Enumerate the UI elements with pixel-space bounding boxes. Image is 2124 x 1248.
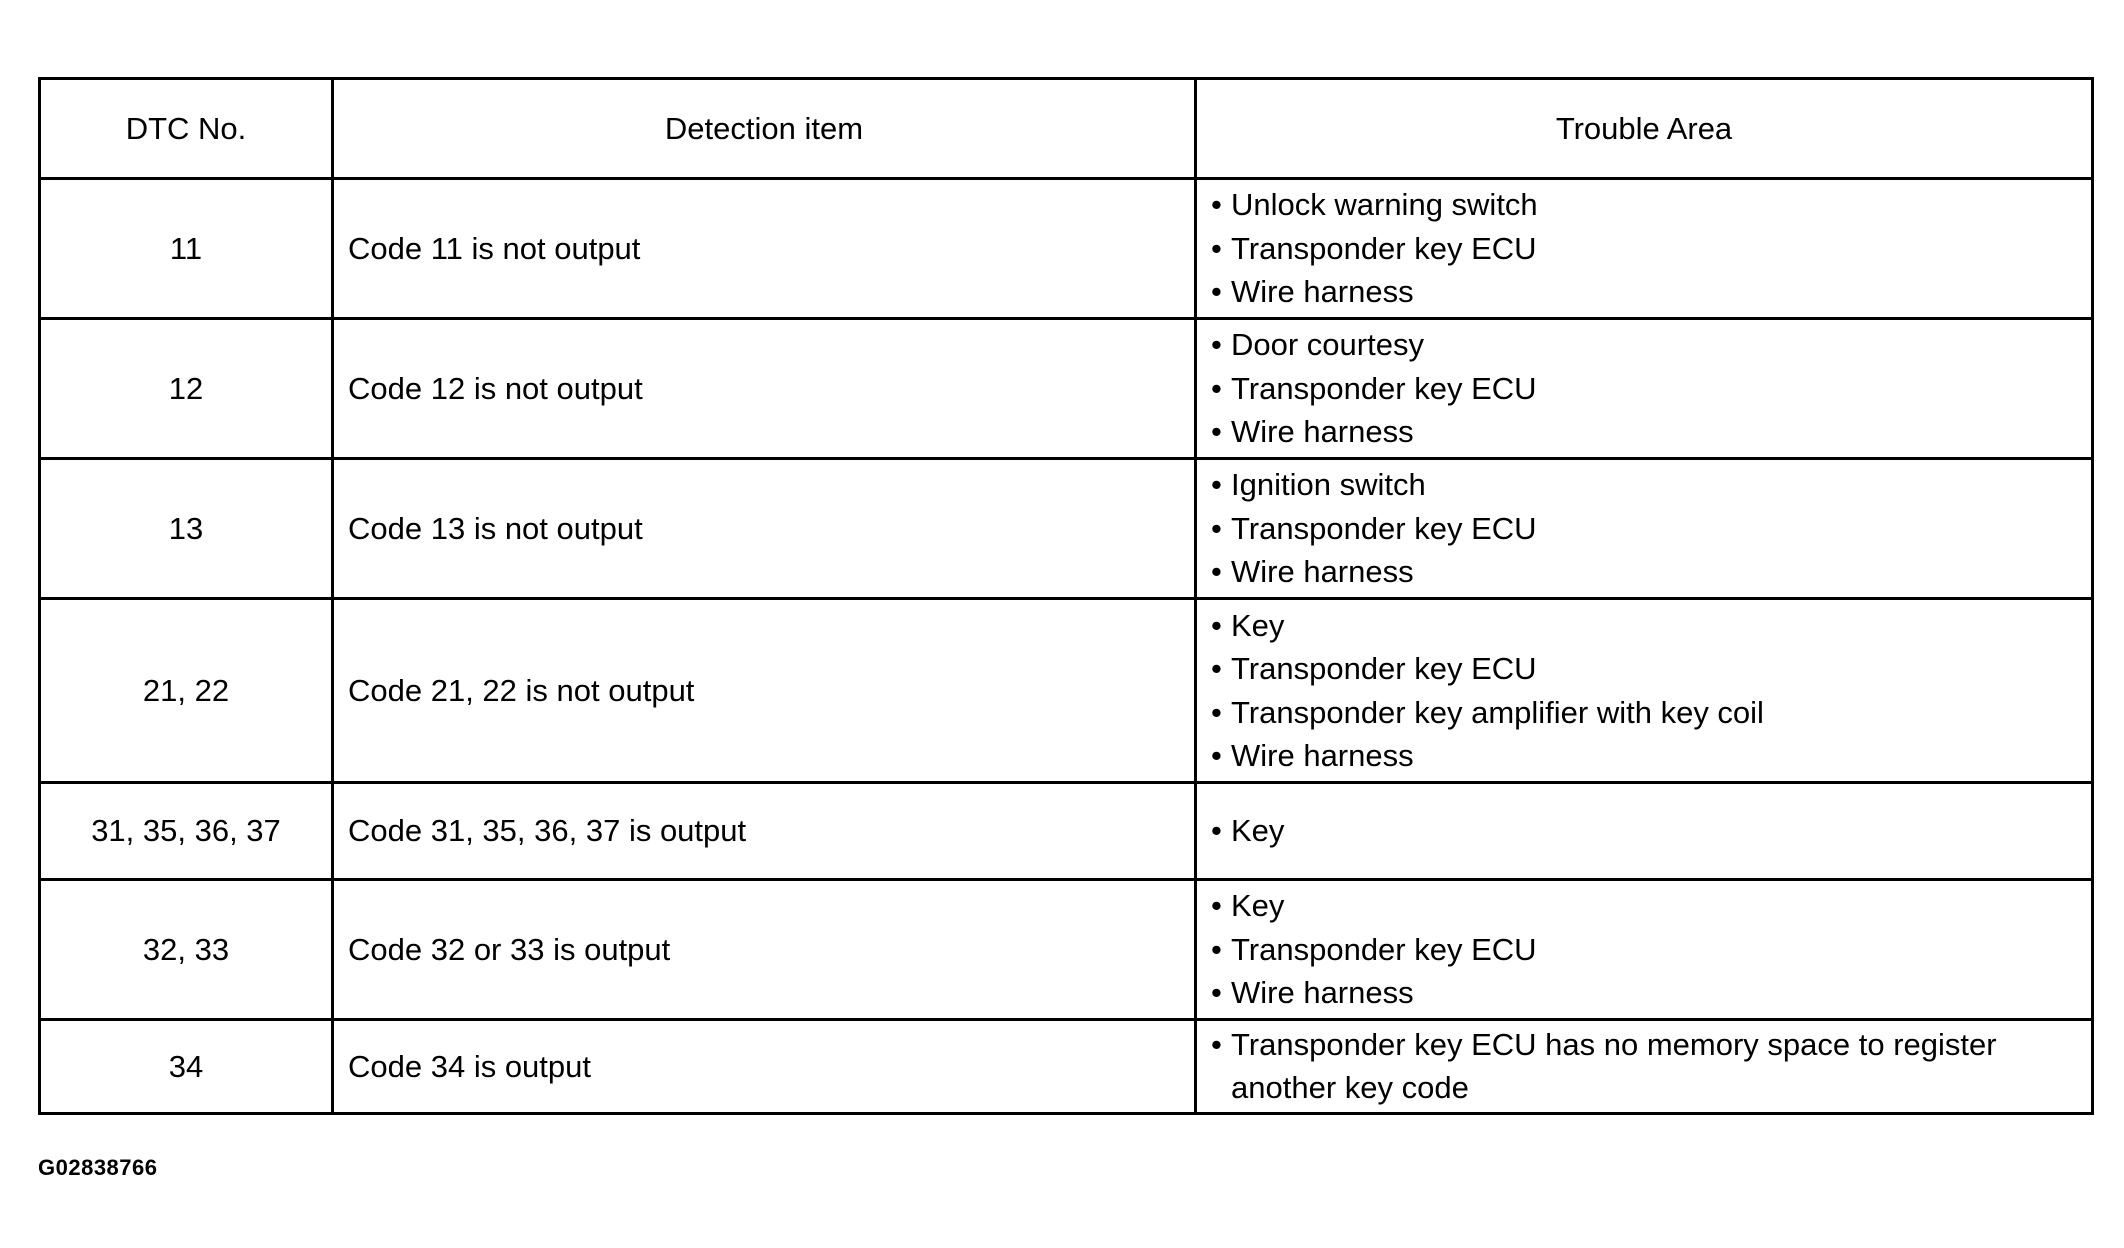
trouble-area-text: Key xyxy=(1231,813,1285,849)
table-row xyxy=(40,599,2093,783)
detection-item-cell: Code 34 is output xyxy=(333,1020,1196,1114)
table-row xyxy=(40,179,2093,319)
list-item xyxy=(1211,884,2081,927)
header-dtc-no: DTC No. xyxy=(40,79,333,179)
trouble-area-text: Transponder key ECU xyxy=(1231,230,1537,266)
bullet-icon: • xyxy=(1211,813,1222,849)
list-item xyxy=(1211,507,2081,550)
bullet-icon: • xyxy=(1211,187,1222,223)
trouble-area-cell xyxy=(1196,599,2093,783)
trouble-area-cell xyxy=(1196,783,2093,880)
trouble-area-text: Wire harness xyxy=(1231,274,1414,310)
trouble-area-text: Key xyxy=(1231,888,1285,924)
bullet-icon: • xyxy=(1211,607,1222,643)
trouble-area-text: Transponder key amplifier with key coil xyxy=(1231,694,1764,730)
bullet-icon: • xyxy=(1211,737,1222,773)
trouble-area-text: Transponder key ECU has no memory space to register another key code xyxy=(1231,1027,1997,1106)
trouble-area-list xyxy=(1211,463,2081,593)
list-item xyxy=(1211,647,2081,690)
table-row xyxy=(40,459,2093,599)
dtc-number-cell: 12 xyxy=(40,319,333,459)
detection-item-cell: Code 13 is not output xyxy=(333,459,1196,599)
bullet-icon: • xyxy=(1211,975,1222,1011)
list-item xyxy=(1211,1023,2081,1110)
dtc-number-cell: 32, 33 xyxy=(40,880,333,1020)
trouble-area-cell xyxy=(1196,179,2093,319)
list-item xyxy=(1211,323,2081,366)
bullet-icon: • xyxy=(1211,651,1222,687)
trouble-area-text: Transponder key ECU xyxy=(1231,510,1537,546)
trouble-area-list xyxy=(1211,183,2081,313)
trouble-area-text: Wire harness xyxy=(1231,737,1414,773)
bullet-icon: • xyxy=(1211,931,1222,967)
detection-item-cell: Code 32 or 33 is output xyxy=(333,880,1196,1020)
dtc-number-cell: 34 xyxy=(40,1020,333,1114)
table-row xyxy=(40,783,2093,880)
trouble-area-text: Unlock warning switch xyxy=(1231,187,1538,223)
table-body xyxy=(40,179,2093,1114)
list-item xyxy=(1211,734,2081,777)
list-item xyxy=(1211,183,2081,226)
trouble-area-text: Transponder key ECU xyxy=(1231,370,1537,406)
bullet-icon: • xyxy=(1211,414,1222,450)
bullet-icon: • xyxy=(1211,327,1222,363)
detection-item-cell: Code 31, 35, 36, 37 is output xyxy=(333,783,1196,880)
bullet-icon: • xyxy=(1211,370,1222,406)
trouble-area-text: Wire harness xyxy=(1231,975,1414,1011)
bullet-icon: • xyxy=(1211,694,1222,730)
figure-id: G02838766 xyxy=(38,1155,158,1180)
dtc-number-cell: 13 xyxy=(40,459,333,599)
list-item xyxy=(1211,550,2081,593)
dtc-table xyxy=(38,77,2094,1115)
trouble-area-list xyxy=(1211,884,2081,1014)
trouble-area-text: Wire harness xyxy=(1231,554,1414,590)
list-item xyxy=(1211,604,2081,647)
trouble-area-cell xyxy=(1196,1020,2093,1114)
trouble-area-cell xyxy=(1196,319,2093,459)
dtc-number-cell: 21, 22 xyxy=(40,599,333,783)
list-item xyxy=(1211,971,2081,1014)
bullet-icon: • xyxy=(1211,888,1222,924)
list-item xyxy=(1211,410,2081,453)
trouble-area-text: Wire harness xyxy=(1231,414,1414,450)
bullet-icon: • xyxy=(1211,467,1222,503)
table-row xyxy=(40,319,2093,459)
list-item xyxy=(1211,270,2081,313)
trouble-area-text: Transponder key ECU xyxy=(1231,651,1537,687)
table-row xyxy=(40,1020,2093,1114)
bullet-icon: • xyxy=(1211,230,1222,266)
trouble-area-text: Key xyxy=(1231,607,1285,643)
list-item xyxy=(1211,367,2081,410)
trouble-area-text: Transponder key ECU xyxy=(1231,931,1537,967)
header-trouble-area: Trouble Area xyxy=(1196,79,2093,179)
list-item xyxy=(1211,463,2081,506)
trouble-area-list xyxy=(1211,604,2081,778)
detection-item-cell: Code 11 is not output xyxy=(333,179,1196,319)
dtc-number-cell: 31, 35, 36, 37 xyxy=(40,783,333,880)
trouble-area-list xyxy=(1211,809,2081,852)
dtc-number-cell: 11 xyxy=(40,179,333,319)
bullet-icon: • xyxy=(1211,510,1222,546)
table-header-row xyxy=(40,79,2093,179)
list-item xyxy=(1211,691,2081,734)
list-item xyxy=(1211,227,2081,270)
bullet-icon: • xyxy=(1211,274,1222,310)
trouble-area-text: Ignition switch xyxy=(1231,467,1426,503)
table-row xyxy=(40,880,2093,1020)
detection-item-cell: Code 21, 22 is not output xyxy=(333,599,1196,783)
trouble-area-cell xyxy=(1196,880,2093,1020)
bullet-icon: • xyxy=(1211,1027,1222,1062)
trouble-area-list xyxy=(1211,1023,2081,1110)
trouble-area-list xyxy=(1211,323,2081,453)
trouble-area-text: Door courtesy xyxy=(1231,327,1424,363)
trouble-area-cell xyxy=(1196,459,2093,599)
detection-item-cell: Code 12 is not output xyxy=(333,319,1196,459)
list-item xyxy=(1211,809,2081,852)
header-detection-item: Detection item xyxy=(333,79,1196,179)
list-item xyxy=(1211,928,2081,971)
bullet-icon: • xyxy=(1211,554,1222,590)
